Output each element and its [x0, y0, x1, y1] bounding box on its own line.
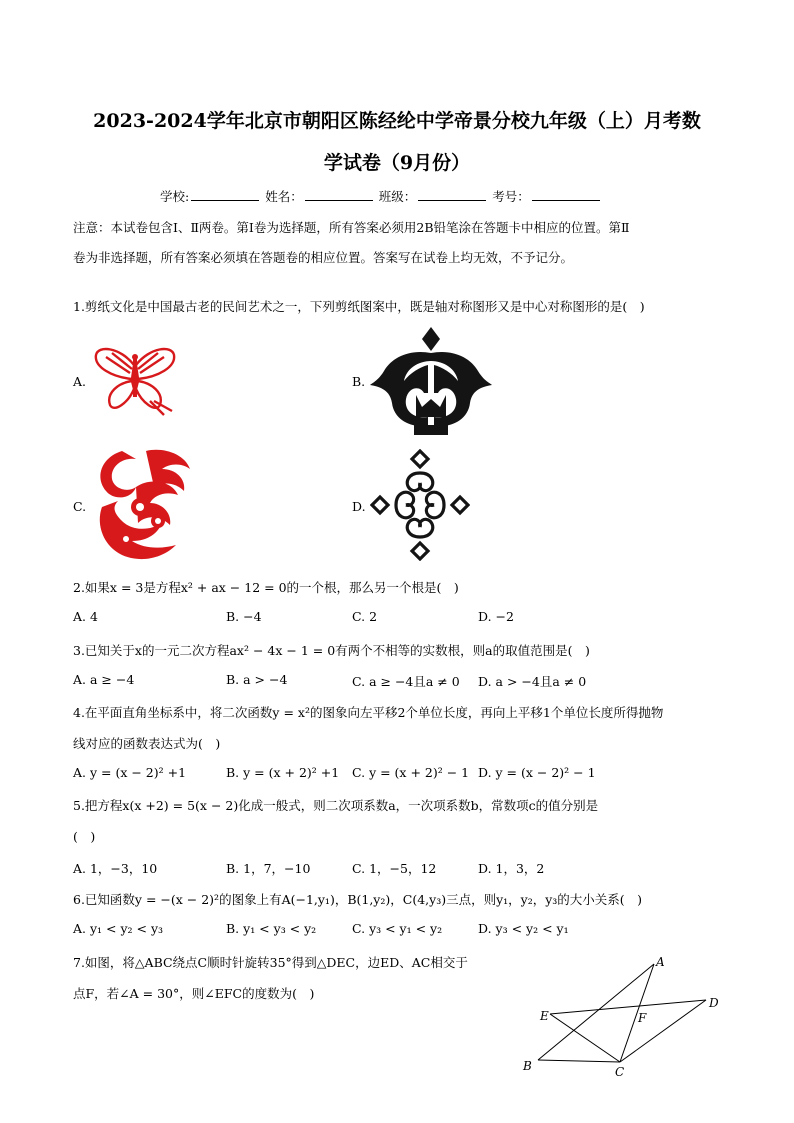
black-ornament-papercut-image — [370, 325, 492, 437]
question-6-stem: 6.已知函数y = −(x − 2)²的图象上有A(−1,y₁)，B(1,y₂)，C(4,y₃)三点，则y₁，y₂，y₃的大小关系( ) — [73, 892, 643, 907]
point-f-label: F — [638, 1011, 647, 1025]
q3-option-c[interactable]: C. a ≥ −4且a ≠ 0 — [352, 674, 460, 689]
segment-ed — [550, 1000, 706, 1014]
q6-option-d[interactable]: D. y₃ < y₂ < y₁ — [478, 921, 569, 936]
class-label: 班级： — [378, 189, 417, 204]
q5-option-d[interactable]: D. 1，3，2 — [478, 861, 545, 876]
notice-line1: 注意：本试卷包含Ⅰ、Ⅱ两卷。第Ⅰ卷为选择题，所有答案必须用2B铅笔涂在答题卡中相应的位置。第Ⅱ — [73, 220, 630, 235]
page-title-line2: 学试卷（9月份） — [323, 152, 471, 174]
q4-option-b[interactable]: B. y = (x + 2)² +1 — [226, 765, 340, 780]
question-5-stem-line1: 5.把方程x(x +2) = 5(x − 2)化成一般式，则二次项系数a，一次项系数b，常数项c的值分别是 — [73, 798, 599, 813]
class-blank[interactable] — [418, 189, 486, 201]
point-b-label: B — [523, 1059, 532, 1073]
question-4-stem-line1: 4.在平面直角坐标系中，将二次函数y = x²的图象向左平移2个单位长度，再向上平移1个单位长度所得抛物 — [73, 705, 664, 720]
info-line — [160, 187, 602, 205]
question-5-stem-line2: ( ) — [73, 829, 96, 844]
q1-option-c-label: C. — [73, 499, 87, 514]
q3-option-d[interactable]: D. a > −4且a ≠ 0 — [478, 674, 587, 689]
question-7-stem-line1: 7.如图，将△ABC绕点C顺时针旋转35°得到△DEC，边ED、AC相交于 — [73, 955, 468, 970]
notice-line2: 卷为非选择题，所有答案必须填在答题卷的相应位置。答案写在试卷上均无效，不予记分。 — [73, 250, 574, 265]
q5-option-a[interactable]: A. 1，−3，10 — [73, 861, 158, 876]
butterfly-papercut-image — [90, 345, 180, 417]
q4-option-a[interactable]: A. y = (x − 2)² +1 — [73, 765, 187, 780]
school-label: 学校: — [160, 189, 190, 204]
question-2-stem: 2.如果x = 3是方程x² + ax − 12 = 0的一个根，那么另一个根是( ) — [73, 580, 459, 595]
name-blank[interactable] — [305, 189, 373, 201]
red-floral-papercut-image — [92, 447, 192, 563]
q1-option-d-label: D. — [352, 499, 366, 514]
question-3-stem: 3.已知关于x的一元二次方程ax² − 4x − 1 = 0有两个不相等的实数根，则a的取值范围是( ) — [73, 643, 590, 658]
point-c-label: C — [615, 1065, 625, 1079]
school-blank[interactable] — [191, 189, 259, 201]
point-d-label: D — [709, 996, 719, 1010]
number-blank[interactable] — [532, 189, 600, 201]
q4-option-c[interactable]: C. y = (x + 2)² − 1 — [352, 765, 470, 780]
rotated-triangles-figure — [510, 950, 730, 1080]
point-e-label: E — [540, 1009, 549, 1023]
q6-option-c[interactable]: C. y₃ < y₁ < y₂ — [352, 921, 443, 936]
name-label: 姓名： — [265, 189, 303, 204]
q4-option-d[interactable]: D. y = (x − 2)² − 1 — [478, 765, 596, 780]
question-1-stem: 1.剪纸文化是中国最古老的民间艺术之一，下列剪纸图案中，既是轴对称图形又是中心对称图形的是( ) — [73, 299, 645, 314]
q2-option-a[interactable]: A. 4 — [73, 609, 98, 624]
q2-option-b[interactable]: B. −4 — [226, 609, 262, 624]
q1-option-a-label: A. — [73, 374, 87, 389]
number-label: 考号： — [492, 189, 530, 204]
question-7-stem-line2: 点F，若∠A = 30°，则∠EFC的度数为( ) — [73, 986, 315, 1001]
q3-option-a[interactable]: A. a ≥ −4 — [73, 672, 135, 687]
question-4-stem-line2: 线对应的函数表达式为( ) — [73, 736, 221, 751]
segment-dc — [620, 1000, 706, 1062]
q6-option-a[interactable]: A. y₁ < y₂ < y₃ — [73, 921, 164, 936]
q2-option-d[interactable]: D. −2 — [478, 609, 514, 624]
segment-bc — [538, 1060, 620, 1062]
q1-option-b-label: B. — [352, 374, 366, 389]
black-scroll-papercut-image — [370, 449, 470, 561]
q5-option-b[interactable]: B. 1，7，−10 — [226, 861, 311, 876]
q6-option-b[interactable]: B. y₁ < y₃ < y₂ — [226, 921, 317, 936]
q3-option-b[interactable]: B. a > −4 — [226, 672, 288, 687]
point-a-label: A — [656, 955, 665, 969]
page-title: 2023-2024学年北京市朝阳区陈经纶中学帝景分校九年级（上）月考数 — [93, 110, 701, 132]
q2-option-c[interactable]: C. 2 — [352, 609, 378, 624]
q5-option-c[interactable]: C. 1，−5，12 — [352, 861, 437, 876]
